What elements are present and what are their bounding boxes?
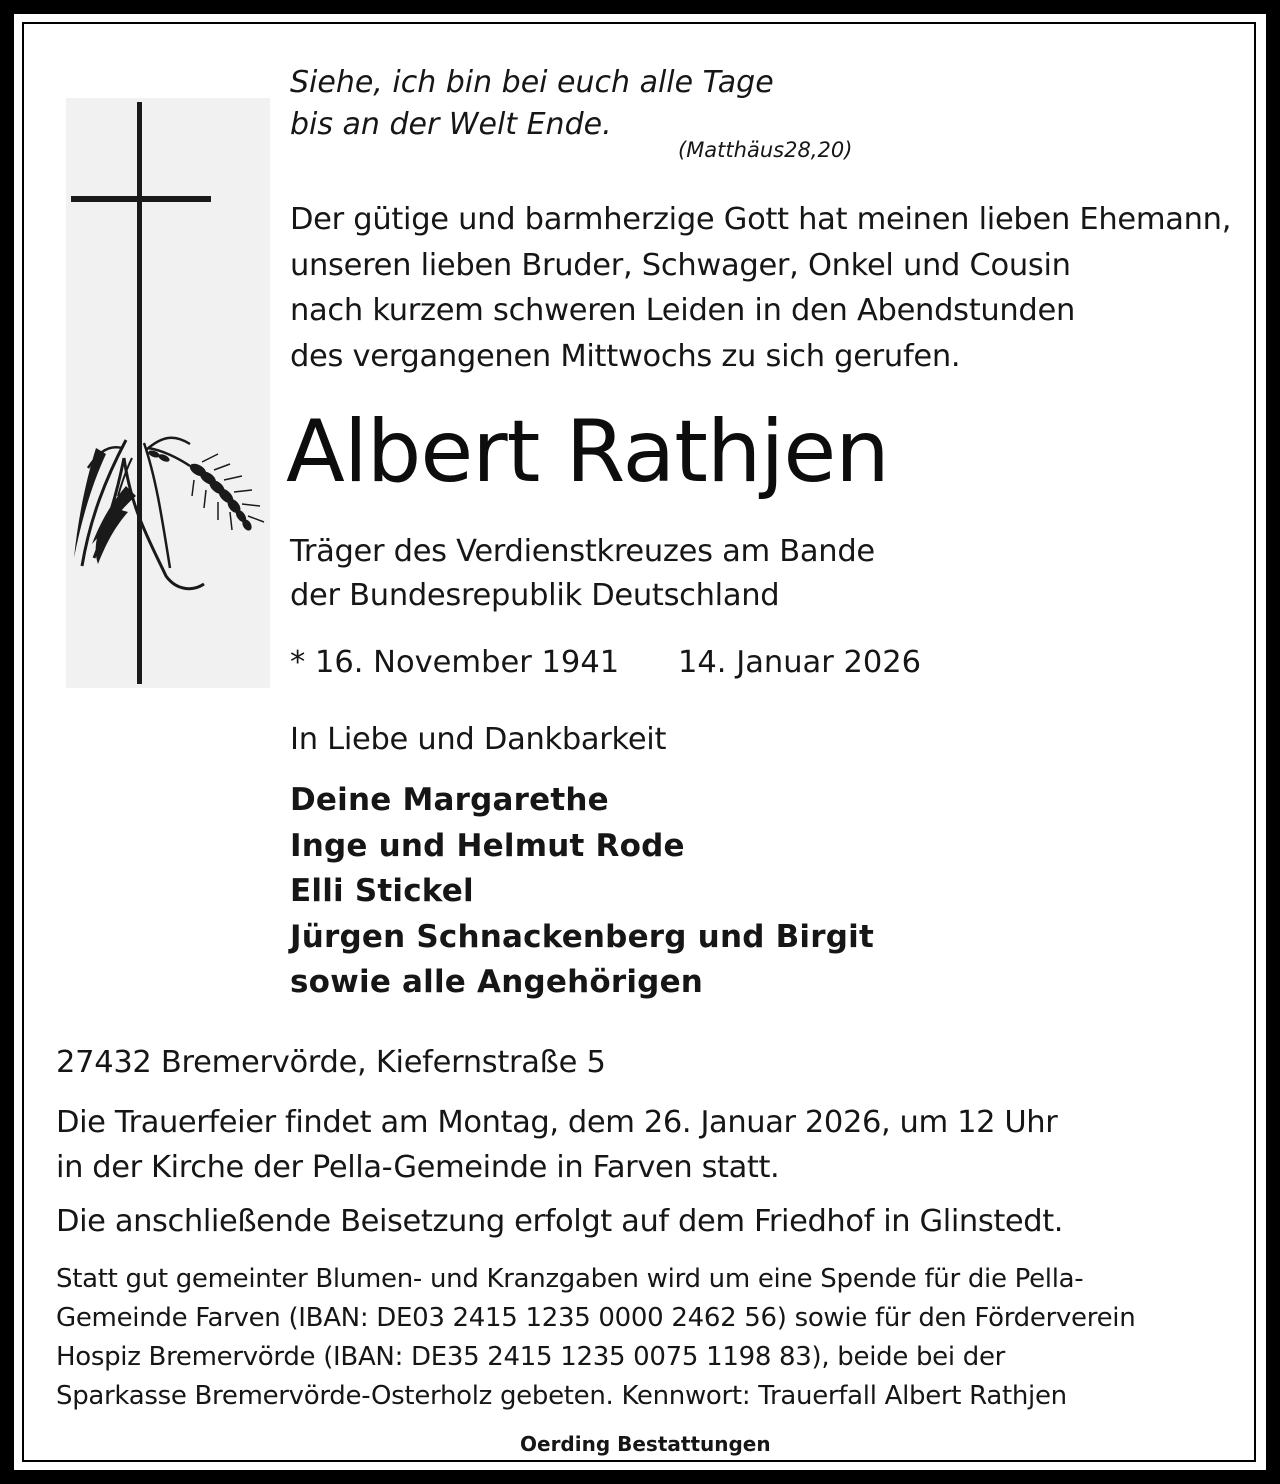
intro-line: des vergangenen Mittwochs zu sich gerufen.	[290, 338, 961, 374]
donation-line: Hospiz Bremervörde (IBAN: DE35 2415 1235 0075 1198 83), beide bei der	[56, 1342, 1006, 1372]
burial-info: Die anschließende Beisetzung erfolgt auf dem Friedhof in Glinstedt.	[56, 1204, 1064, 1239]
mourner-name: Inge und Helmut Rode	[290, 827, 685, 864]
mourner-name: sowie alle Angehörigen	[290, 964, 704, 1000]
family-address: 27432 Bremervörde, Kiefernstraße 5	[56, 1045, 606, 1080]
quote-reference: (Matthäus28,20)	[678, 138, 853, 162]
honor-title-line: der Bundesrepublik Deutschland	[290, 578, 780, 613]
death-date: 14. Januar 2026	[678, 645, 922, 680]
honor-title	[290, 530, 875, 618]
birth-date: * 16. November 1941	[290, 645, 620, 680]
ceremony-line: Die Trauerfeier findet am Montag, dem 26. Januar 2026, um 12 Uhr	[56, 1105, 1058, 1140]
mourner-name: Elli Stickel	[290, 873, 474, 909]
bible-quote	[290, 62, 774, 146]
deceased-name: Albert Rathjen	[286, 402, 889, 502]
donation-line: Sparkasse Bremervörde-Osterholz gebeten. Kennwort: Trauerfall Albert Rathjen	[56, 1381, 1067, 1411]
intro-line: Der gütige und barmherzige Gott hat meinen lieben Ehemann,	[290, 202, 1232, 237]
ceremony-line: in der Kirche der Pella-Gemeinde in Farven statt.	[56, 1150, 780, 1185]
intro-line: nach kurzem schweren Leiden in den Abendstunden	[290, 293, 1075, 328]
donation-line: Statt gut gemeinter Blumen- und Kranzgaben wird um eine Spende für die Pella-	[56, 1264, 1084, 1294]
mourners-list	[290, 778, 874, 1006]
honor-title-line: Träger des Verdienstkreuzes am Bande	[290, 534, 875, 569]
quote-line: bis an der Welt Ende.	[290, 107, 612, 142]
donation-info	[56, 1260, 1135, 1416]
donation-line: Gemeinde Farven (IBAN: DE03 2415 1235 0000 2462 56) sowie für den Förderverein	[56, 1303, 1136, 1333]
intro-text	[290, 197, 1231, 379]
gratitude-line: In Liebe und Dankbarkeit	[290, 722, 667, 757]
cross-with-wheat-icon	[66, 98, 270, 688]
ceremony-info	[56, 1100, 1057, 1190]
life-dates	[290, 641, 922, 685]
intro-line: unseren lieben Bruder, Schwager, Onkel und Cousin	[290, 247, 1071, 283]
mourner-name: Jürgen Schnackenberg und Birgit	[290, 918, 874, 955]
quote-line: Siehe, ich bin bei euch alle Tage	[290, 65, 774, 100]
mourner-name: Deine Margarethe	[290, 782, 609, 818]
undertaker-name: Oerding Bestattungen	[520, 1432, 771, 1456]
